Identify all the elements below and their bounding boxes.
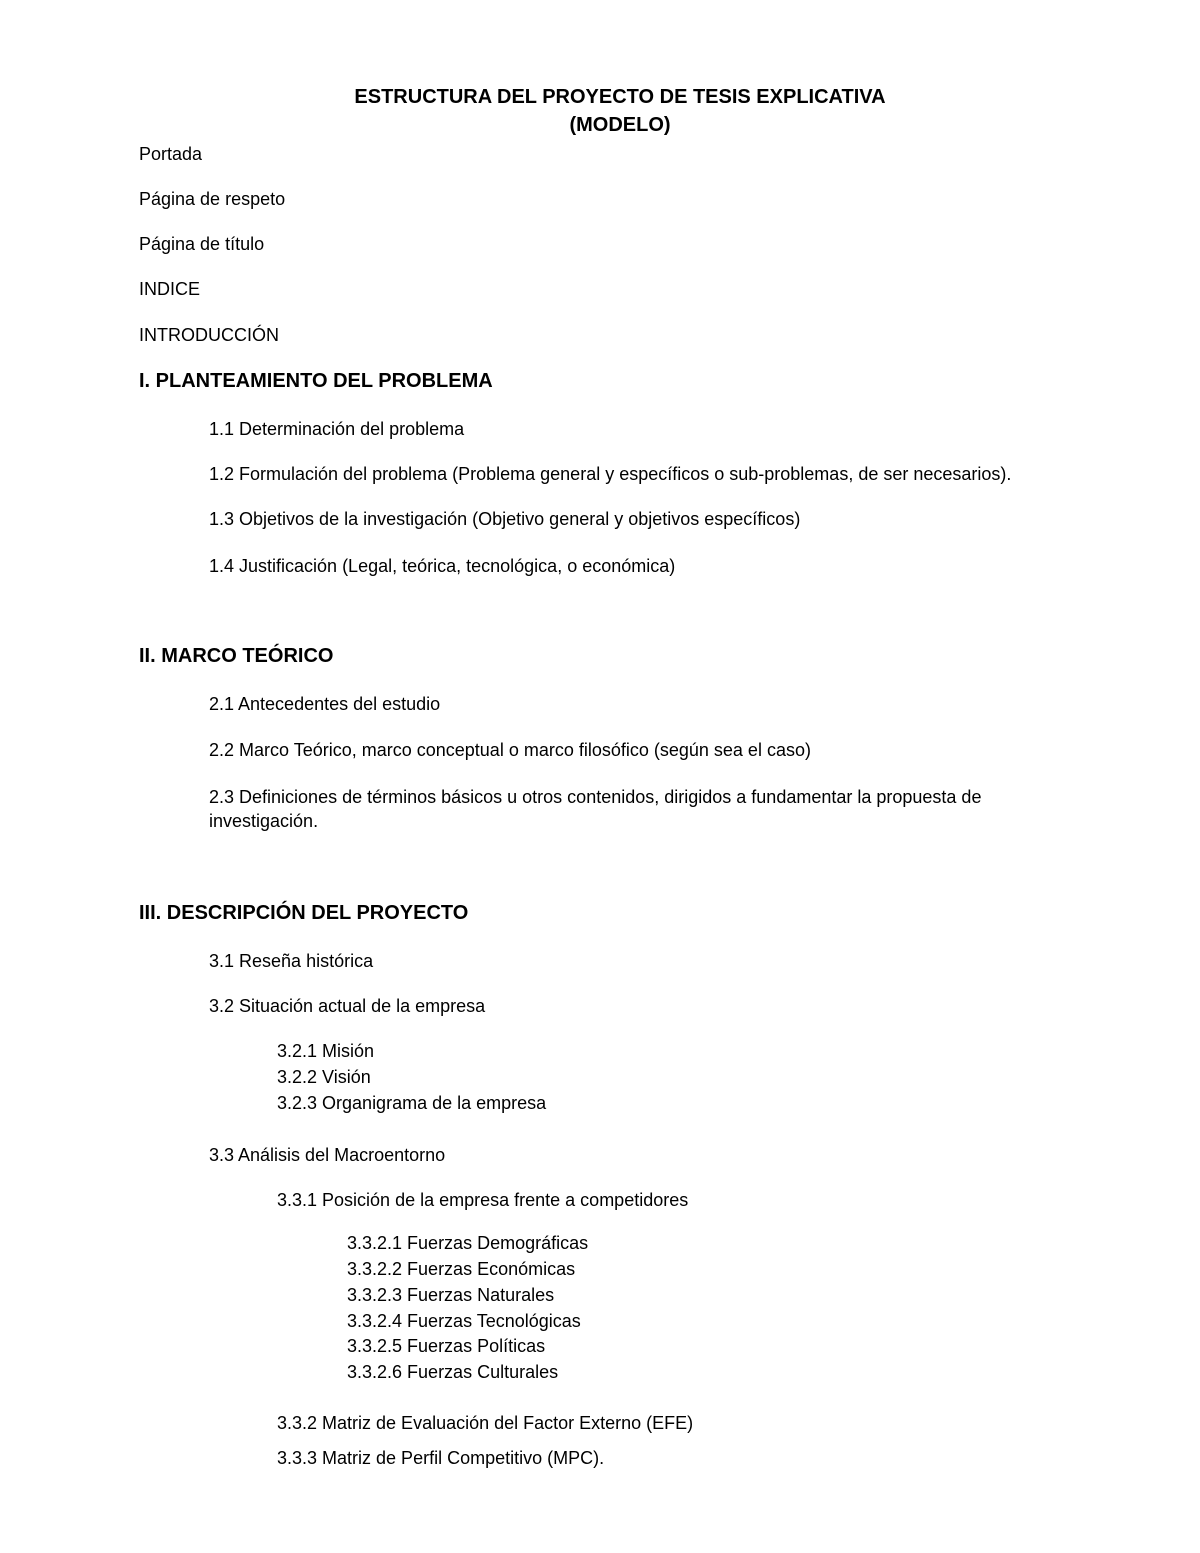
section3-item-3-1: 3.1 Reseña histórica bbox=[209, 951, 374, 971]
section3-item-3-3-2: 3.3.2 Matriz de Evaluación del Factor Externo (EFE) bbox=[277, 1413, 694, 1433]
section2-item-2-1: 2.1 Antecedentes del estudio bbox=[209, 694, 441, 714]
section1-item-1-3: 1.3 Objetivos de la investigación (Objetivo general y objetivos específicos) bbox=[209, 509, 801, 529]
section3-item-3-2-1: 3.2.1 Misión bbox=[277, 1041, 375, 1061]
section-heading-descripcion: III. DESCRIPCIÓN DEL PROYECTO bbox=[139, 902, 469, 924]
section1-item-1-4: 1.4 Justificación (Legal, teórica, tecnológica, o económica) bbox=[209, 556, 676, 576]
section3-item-3-3: 3.3 Análisis del Macroentorno bbox=[209, 1145, 446, 1165]
section3-item-fuerzas-tecnologicas: 3.3.2.4 Fuerzas Tecnológicas bbox=[347, 1311, 581, 1331]
document-title-line1: ESTRUCTURA DEL PROYECTO DE TESIS EXPLICATIVA bbox=[354, 86, 886, 108]
section1-item-1-1: 1.1 Determinación del problema bbox=[209, 419, 465, 439]
section-heading-marco-teorico: II. MARCO TEÓRICO bbox=[139, 645, 334, 667]
front-matter-introduccion: INTRODUCCIÓN bbox=[139, 325, 279, 345]
section3-item-3-2-2: 3.2.2 Visión bbox=[277, 1067, 371, 1087]
section-heading-planteamiento: I. PLANTEAMIENTO DEL PROBLEMA bbox=[139, 370, 493, 392]
front-matter-pagina-respeto: Página de respeto bbox=[139, 189, 286, 209]
front-matter-portada: Portada bbox=[139, 144, 203, 164]
section3-item-3-3-3: 3.3.3 Matriz de Perfil Competitivo (MPC). bbox=[277, 1448, 605, 1468]
section3-item-fuerzas-demograficas: 3.3.2.1 Fuerzas Demográficas bbox=[347, 1233, 589, 1253]
front-matter-pagina-titulo: Página de título bbox=[139, 234, 265, 254]
section2-item-2-3: 2.3 Definiciones de términos básicos u otros contenidos, dirigidos a fundamentar la propuesta de investigación. bbox=[209, 787, 982, 831]
section3-item-fuerzas-economicas: 3.3.2.2 Fuerzas Económicas bbox=[347, 1259, 576, 1279]
section2-item-2-2: 2.2 Marco Teórico, marco conceptual o marco filosófico (según sea el caso) bbox=[209, 740, 811, 760]
section3-item-fuerzas-naturales: 3.3.2.3 Fuerzas Naturales bbox=[347, 1285, 555, 1305]
section3-item-3-2-3: 3.2.3 Organigrama de la empresa bbox=[277, 1093, 547, 1113]
section3-item-fuerzas-culturales: 3.3.2.6 Fuerzas Culturales bbox=[347, 1362, 559, 1382]
section3-item-fuerzas-politicas: 3.3.2.5 Fuerzas Políticas bbox=[347, 1336, 546, 1356]
section3-item-3-2: 3.2 Situación actual de la empresa bbox=[209, 996, 486, 1016]
front-matter-indice: INDICE bbox=[139, 279, 201, 299]
document-title-line2: (MODELO) bbox=[569, 114, 671, 136]
section1-item-1-2: 1.2 Formulación del problema (Problema general y específicos o sub-problemas, de ser necesarios). bbox=[209, 464, 1012, 484]
section3-item-3-3-1: 3.3.1 Posición de la empresa frente a competidores bbox=[277, 1190, 689, 1210]
